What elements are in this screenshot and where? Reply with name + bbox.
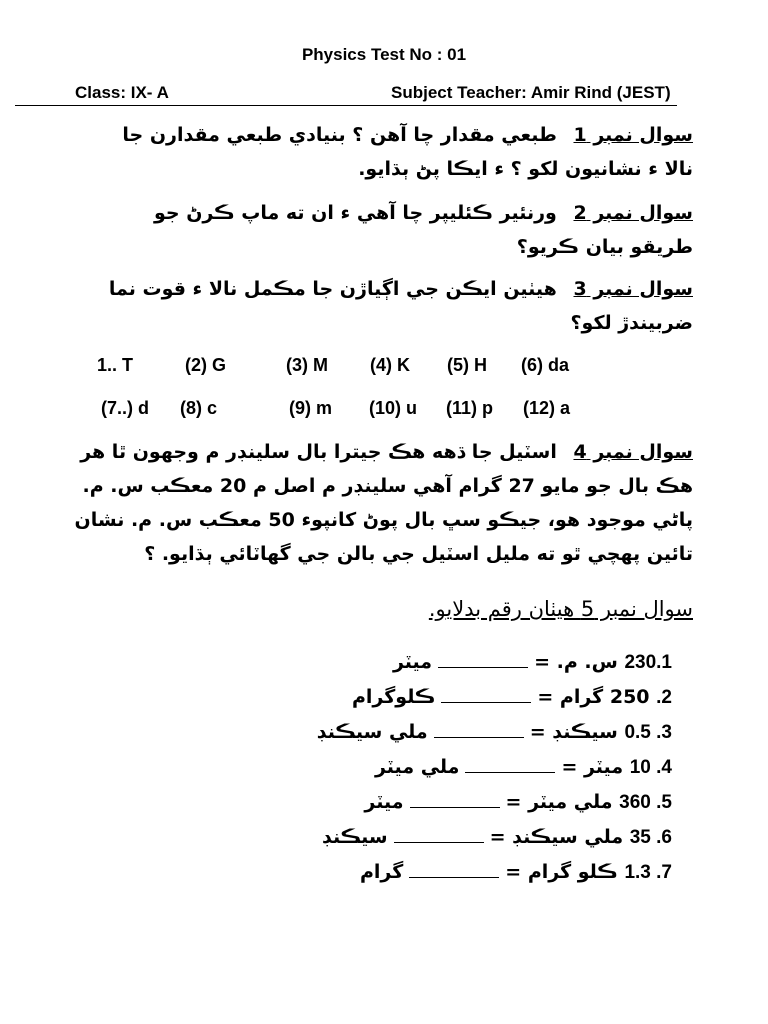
prefix-item: (7..) d [101,398,149,418]
conversion-number: 3. 0.5 [624,722,672,743]
conversion-to: ملي ميٽر [374,756,460,778]
prefix-item: (11) p [446,398,494,418]
conversion-from: ملي ميٽر [528,791,613,813]
question-3-heading: سوال نمبر 3 [573,278,693,300]
answer-blank[interactable] [394,841,484,843]
answer-blank[interactable] [465,771,555,773]
conversion-from: س. م. [556,651,618,673]
conversion-row [232,645,672,680]
prefix-item: (5) H [447,355,487,375]
test-title: Physics Test No : 01 [301,45,467,64]
answer-blank[interactable] [438,666,528,668]
question-1-text: طبعي مقدار چا آهن ؟ بنيادي طبعي مقدارن جا نالا ء نشانيون لکو ؟ ء ايڪا پڻ ٻڌايو. [122,124,693,180]
prefix-item: (10) u [369,398,418,418]
conversion-row [232,785,672,820]
equals-sign: = [561,756,578,778]
prefix-item: (12) a [523,398,571,418]
conversion-row [232,750,672,785]
prefix-item: (3) M [286,355,328,375]
conversion-to: ڪلوگرام [351,686,436,708]
conversion-number: 5. 360 [619,792,672,813]
conversion-from: ملي سيڪنڊ [512,826,624,848]
conversion-row [232,715,672,750]
question-5-heading: سوال نمبر 5 هيٺان رقم بدلايو. [428,597,693,621]
conversion-to: ميٽر [364,791,404,813]
conversion-to: ميٽر [392,651,433,673]
conversion-from: 250 گرام [559,686,650,708]
question-2-heading: سوال نمبر 2 [573,202,693,224]
prefix-item: (6) da [521,355,570,375]
equals-sign: = [534,651,550,673]
conversion-number: 230.1 [624,652,672,673]
conversion-from: ڪلو گرام [527,861,618,883]
question-4-text: اسٽيل جا ڌهه هڪ جيترا بال سلينڊر م وجهون ٿا هر هڪ بال جو مايو 27 گرام آهي سلينڊر م اصل م 20 معڪب س. م. پاڻي موجود هو، جيڪو سڀ بال پوڻ کانپوء 50 معڪب س. م. نشان تائين پهچي ٿو ته مليل اسٽيل جي بالن جي گهاٽائي ٻڌايو. ؟ [74,441,693,565]
conversion-row [232,855,672,890]
conversion-to: سيڪنڊ [322,826,388,848]
equals-sign: = [529,721,546,743]
class-label: Class: IX- A [75,83,169,102]
conversion-row [232,680,672,715]
conversion-from: سيڪنڊ [552,721,618,743]
question-1 [93,118,693,186]
answer-blank[interactable] [434,736,524,738]
equals-sign: = [505,791,522,813]
answer-blank[interactable] [441,701,531,703]
question-2-text: ورنئير ڪئليپر چا آهي ء ان ته ماپ ڪرڻ جو طريقو بيان ڪريو؟ [154,202,693,258]
prefix-item: 1.. T [97,355,134,375]
conversion-to: ملي سيڪنڊ [316,721,428,743]
prefix-item: (4) K [370,355,410,375]
question-4 [73,435,693,571]
question-5 [293,592,693,626]
conversion-number: 7. 1.3 [624,862,672,883]
equals-sign: = [537,686,554,708]
conversion-row [232,820,672,855]
question-3-text: هيٺين ايڪن جي اڳياڙن جا مڪمل نالا ء قوت نما ضربيندڙ لکو؟ [108,278,693,334]
answer-blank[interactable] [409,876,499,878]
equals-sign: = [505,861,522,883]
question-1-heading: سوال نمبر 1 [573,124,693,146]
question-2 [93,196,693,264]
prefix-item: (9) m [289,398,333,418]
conversion-from: ميٽر [583,756,624,778]
equals-sign: = [489,826,506,848]
question-3 [93,272,693,340]
header-row [15,83,675,105]
question-4-heading: سوال نمبر 4 [573,441,693,463]
answer-blank[interactable] [410,806,500,808]
prefix-item: (8) c [180,398,218,418]
header-rule [15,105,677,106]
conversion-number: 6. 35 [629,827,672,848]
teacher-label: Subject Teacher: Amir Rind (JEST) [391,83,671,102]
conversion-number: 4. 10 [629,757,672,778]
conversion-number: 2. [656,687,672,708]
conversion-to: گرام [359,861,404,883]
prefix-item: (2) G [185,355,227,375]
